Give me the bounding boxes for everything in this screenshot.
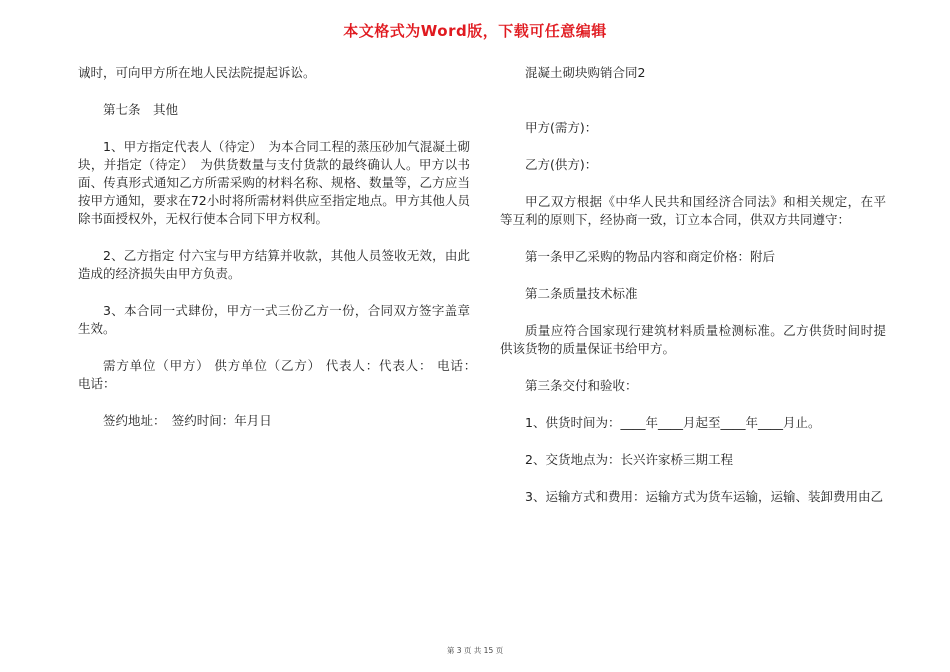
paragraph-transport: 3、运输方式和费用：运输方式为货车运输，运输、装卸费用由乙 [525, 489, 883, 504]
contract-title: 混凝土砌块购销合同2 [525, 65, 646, 80]
paragraph-preamble: 甲乙双方根据《中华人民共和国经济合同法》和相关规定，在平等互利的原则下，经协商一致，订立本合同，供双方共同遵守： [500, 194, 886, 227]
paragraph-item-1: 1、甲方指定代表人（待定） 为本合同工程的蒸压砂加气混凝土砌块，并指定（待定） 为供货数量与支付货款的最终确认人。甲方以书面、传真形式通知乙方所需采购的材料名称、规格、数量等，乙方应当按甲方通知，要求在72小时将所需材料供应至指定地点。甲方其他人员除书面授权外，无权行使本合同下甲方权利。 [78, 139, 470, 226]
paragraph-supply-time: 1、供货时间为：____年____月起至____年____月止。 [525, 415, 821, 430]
heading-article-seven: 第七条 其他 [103, 102, 179, 117]
article-two-heading: 第二条质量技术标准 [525, 286, 638, 301]
paragraph-delivery-place: 2、交货地点为：长兴许家桥三期工程 [525, 452, 733, 467]
party-a-line: 甲方(需方)： [525, 120, 598, 135]
party-b-line: 乙方(供方)： [525, 157, 598, 172]
paragraph-signatories: 需方单位（甲方） 供方单位（乙方） 代表人：代表人： 电话： 电话： [78, 358, 483, 391]
left-column [78, 64, 483, 449]
document-banner: 本文格式为Word版，下载可任意编辑 [343, 22, 607, 40]
paragraph-sign-address: 签约地址： 签约时间：年月日 [103, 413, 272, 428]
paragraph-lawsuit-clause: 诚时，可向甲方所在地人民法院提起诉讼。 [78, 65, 316, 80]
article-three-heading: 第三条交付和验收： [525, 378, 638, 393]
right-column [500, 64, 886, 525]
article-one: 第一条甲乙采购的物品内容和商定价格：附后 [525, 249, 776, 264]
paragraph-item-2: 2、乙方指定 付六宝与甲方结算并收款，其他人员签收无效，由此造成的经济损失由甲方负责。 [78, 248, 470, 281]
paragraph-item-3: 3、本合同一式肆份，甲方一式三份乙方一份，合同双方签字盖章生效。 [78, 303, 470, 336]
page-number: 第 3 页 共 15 页 [446, 646, 504, 655]
paragraph-quality: 质量应符合国家现行建筑材料质量检测标准。乙方供货时间时提供该货物的质量保证书给甲方。 [500, 323, 886, 356]
